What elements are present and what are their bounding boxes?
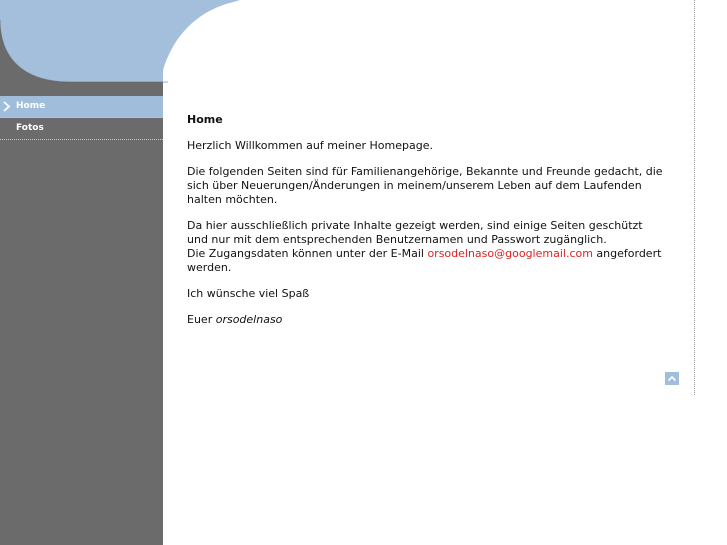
- arrow-up-icon: [665, 372, 679, 385]
- signature-name: orsodelnaso: [215, 313, 283, 326]
- access-paragraph: [187, 219, 667, 275]
- nav-item-home[interactable]: [0, 96, 163, 118]
- signature-prefix: Euer: [187, 313, 216, 326]
- back-to-top-button[interactable]: [665, 372, 679, 385]
- chevron-right-icon: [3, 101, 11, 112]
- intro-paragraph: Die folgenden Seiten sind für Familienangehörige, Bekannte und Freunde gedacht, die sich über Neuerungen/Änderungen in meinem/unserem Leben auf dem Laufenden halten möchten.: [187, 165, 663, 206]
- main-navigation: [0, 96, 163, 140]
- welcome-text: Herzlich Willkommen auf meiner Homepage.: [187, 139, 433, 152]
- nav-item-label: Fotos: [16, 123, 44, 133]
- signature: [187, 313, 667, 327]
- nav-item-label: Home: [16, 101, 46, 111]
- main-content: [187, 113, 667, 339]
- header-decoration: [0, 0, 727, 95]
- nav-item-fotos[interactable]: [0, 118, 163, 140]
- email-link[interactable]: orsodelnaso@googlemail.com: [427, 247, 593, 260]
- closing-text: Ich wünsche viel Spaß: [187, 287, 310, 300]
- access-request-text: Die Zugangsdaten können unter der E-Mail: [187, 247, 428, 260]
- access-info-text: Da hier ausschließlich private Inhalte gezeigt werden, sind einige Seiten geschützt und nur mit dem entsprechenden Benutzernamen und Passwort zugänglich.: [187, 219, 643, 246]
- page-title: Home: [187, 113, 223, 126]
- content-border: [694, 0, 695, 395]
- access-request-suffix: angefordert werden.: [187, 247, 662, 274]
